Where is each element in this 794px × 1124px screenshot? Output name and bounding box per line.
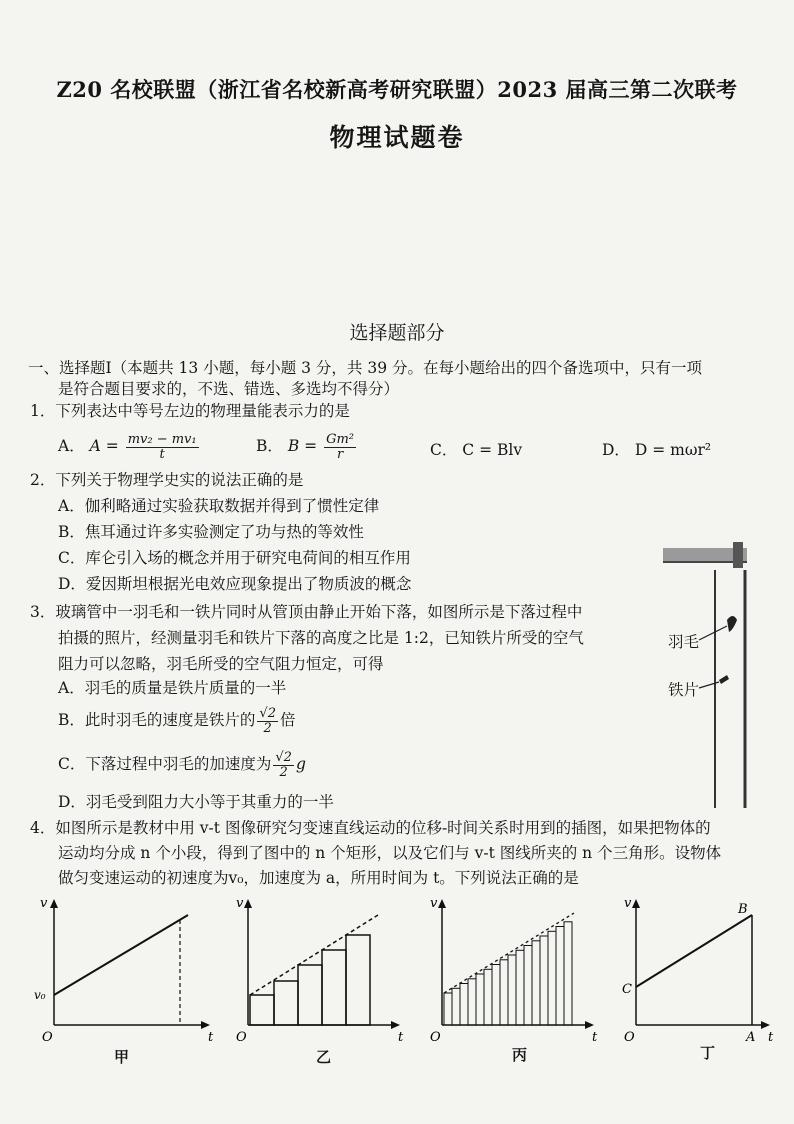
q1-stem: 1．下列表达中等号左边的物理量能表示力的是 [30, 402, 350, 420]
y-axis-arrow [50, 899, 58, 908]
thin-rectangle [500, 960, 508, 1025]
q1-a-fraction [126, 433, 199, 462]
origin-label: O [624, 1030, 635, 1045]
q1-b-numerator: Gm² [326, 431, 355, 447]
velocity-line [636, 915, 752, 987]
thin-rectangle [556, 927, 564, 1026]
q1-option-b [256, 428, 358, 464]
velocity-line-dashed [444, 913, 574, 993]
section-title: 选择题部分 [349, 322, 445, 344]
q1-b-fraction [324, 433, 356, 462]
graph-bing [422, 895, 607, 1045]
q3-option-c [58, 744, 306, 784]
q4-stem-line2: 运动均分成 n 个小段，得到了图中的 n 个矩形，以及它们与 v-t 图线所夹的 n 个三角形。设物体 [58, 844, 722, 862]
q1-option-c: C． C = Blv [430, 441, 523, 459]
thin-rectangle [564, 922, 572, 1025]
q2-option-c: C．库仑引入场的概念并用于研究电荷间的相互作用 [58, 549, 411, 567]
graph-yi [228, 895, 413, 1045]
exam-title: Z20 名校联盟（浙江省名校新高考研究联盟）2023 届高三第二次联考 [56, 77, 738, 102]
q3-c-text: C．下落过程中羽毛的加速度为 [58, 755, 272, 773]
x-axis-label: t [208, 1030, 214, 1045]
velocity-line-dashed [250, 915, 378, 995]
thin-rectangle [540, 936, 548, 1025]
y-axis-arrow [438, 899, 446, 908]
thin-rectangle [524, 946, 532, 1026]
q3-c-numerator: √2 [275, 749, 292, 765]
y-axis-label: v [624, 896, 632, 911]
origin-label: O [430, 1030, 441, 1045]
q1-a-prefix: A． [58, 437, 85, 455]
q3-c-suffix: g [295, 755, 306, 773]
q2-option-a: A．伽利略通过实验获取数据并得到了惯性定律 [58, 497, 380, 515]
q3-b-text: B．此时羽毛的速度是铁片的 [58, 711, 256, 729]
rectangle-2 [274, 981, 298, 1025]
tube-clamp [733, 542, 743, 568]
x-axis-arrow [391, 1021, 400, 1029]
point-c-label: C [622, 982, 632, 997]
q3-stem-line1: 3．玻璃管中一羽毛和一铁片同时从管顶由静止开始下落，如图所示是下落过程中 [30, 603, 583, 621]
q3-c-denominator: 2 [279, 764, 288, 780]
origin-label: O [236, 1030, 247, 1045]
q3-option-b [58, 700, 295, 740]
q1-a-lhs: A = [89, 437, 119, 455]
y-axis-arrow [632, 899, 640, 908]
q3-b-suffix: 倍 [279, 711, 296, 729]
q1-b-lhs: B = [287, 437, 318, 455]
x-axis-arrow [761, 1021, 770, 1029]
q1-b-prefix: B． [256, 437, 283, 455]
label-iron: 铁片 [668, 681, 700, 699]
q1-option-d: D． D = mωr² [602, 441, 712, 459]
point-a-label: A [746, 1030, 756, 1045]
q3-b-numerator: √2 [259, 705, 276, 721]
q3-b-fraction [257, 707, 278, 736]
caption-ding: 丁 [700, 1044, 716, 1062]
label-feather: 羽毛 [668, 633, 700, 651]
thin-rectangle [484, 969, 492, 1025]
q1-a-numerator: mv₂ − mv₁ [127, 431, 197, 447]
thin-rectangle [444, 993, 452, 1025]
x-axis-arrow [585, 1021, 594, 1029]
q3-b-denominator: 2 [263, 720, 272, 736]
x-axis-arrow [201, 1021, 210, 1029]
q3-option-a: A．羽毛的质量是铁片质量的一半 [58, 679, 287, 697]
rectangles [250, 935, 370, 1025]
thin-rectangle [516, 950, 524, 1025]
q2-option-d: D．爱因斯坦根据光电效应现象提出了物质波的概念 [58, 575, 412, 593]
y-axis-label: v [40, 896, 48, 911]
q2-option-b: B．焦耳通过许多实验测定了功与热的等效性 [58, 523, 364, 541]
thin-rectangle [532, 941, 540, 1025]
part1-intro-line2: 是符合题目要求的，不选、错选、多选均不得分） [58, 380, 400, 398]
thin-rectangle [508, 955, 516, 1025]
thin-rectangle [468, 979, 476, 1025]
glass-tube-photo [655, 540, 760, 810]
rectangle-5 [346, 935, 370, 1025]
q1-a-denominator: t [159, 446, 165, 462]
v0-label: v₀ [34, 988, 46, 1002]
q2-stem: 2．下列关于物理学史实的说法正确的是 [30, 471, 304, 489]
rectangle-4 [322, 950, 346, 1025]
caption-bing: 丙 [512, 1046, 528, 1064]
paper-title: 物理试题卷 [329, 123, 465, 152]
thin-rectangle [548, 931, 556, 1025]
q3-stem-line2: 拍摄的照片，经测量羽毛和铁片下落的高度之比是 1:2，已知铁片所受的空气 [58, 629, 584, 647]
thin-rectangle [452, 988, 460, 1025]
velocity-line [54, 915, 188, 995]
q1-b-denominator: r [336, 446, 344, 462]
origin-label: O [42, 1030, 53, 1045]
graph-ding [618, 895, 788, 1045]
q3-option-d: D．羽毛受到阻力大小等于其重力的一半 [58, 793, 334, 811]
caption-jia: 甲 [114, 1048, 130, 1066]
thin-rectangle [492, 965, 500, 1026]
q4-stem-line3: 做匀变速运动的初速度为v₀，加速度为 a，所用时间为 t。下列说法正确的是 [58, 869, 579, 887]
point-b-label: B [738, 902, 748, 917]
thin-rectangle [476, 974, 484, 1025]
y-axis-label: v [236, 896, 244, 911]
x-axis-label: t [398, 1030, 404, 1045]
graph-jia [30, 895, 220, 1045]
thin-rectangles [444, 922, 572, 1025]
y-axis-arrow [244, 899, 252, 908]
q3-c-fraction [273, 751, 294, 780]
y-axis-label: v [430, 896, 438, 911]
rectangle-3 [298, 965, 322, 1025]
thin-rectangle [460, 984, 468, 1026]
rectangle-1 [250, 995, 274, 1025]
part1-intro-line1: 一、选择题Ⅰ（本题共 13 小题，每小题 3 分，共 39 分。在每小题给出的四个备选项中，只有一项 [28, 359, 702, 377]
q3-stem-line3: 阻力可以忽略，羽毛所受的空气阻力恒定，可得 [58, 655, 384, 673]
q4-stem-line1: 4．如图所示是教材中用 v-t 图像研究匀变速直线运动的位移-时间关系时用到的插图，如果把物体的 [30, 819, 711, 837]
q1-option-a [58, 428, 201, 464]
x-axis-label: t [768, 1030, 774, 1045]
x-axis-label: t [592, 1030, 598, 1045]
caption-yi: 乙 [316, 1048, 332, 1066]
